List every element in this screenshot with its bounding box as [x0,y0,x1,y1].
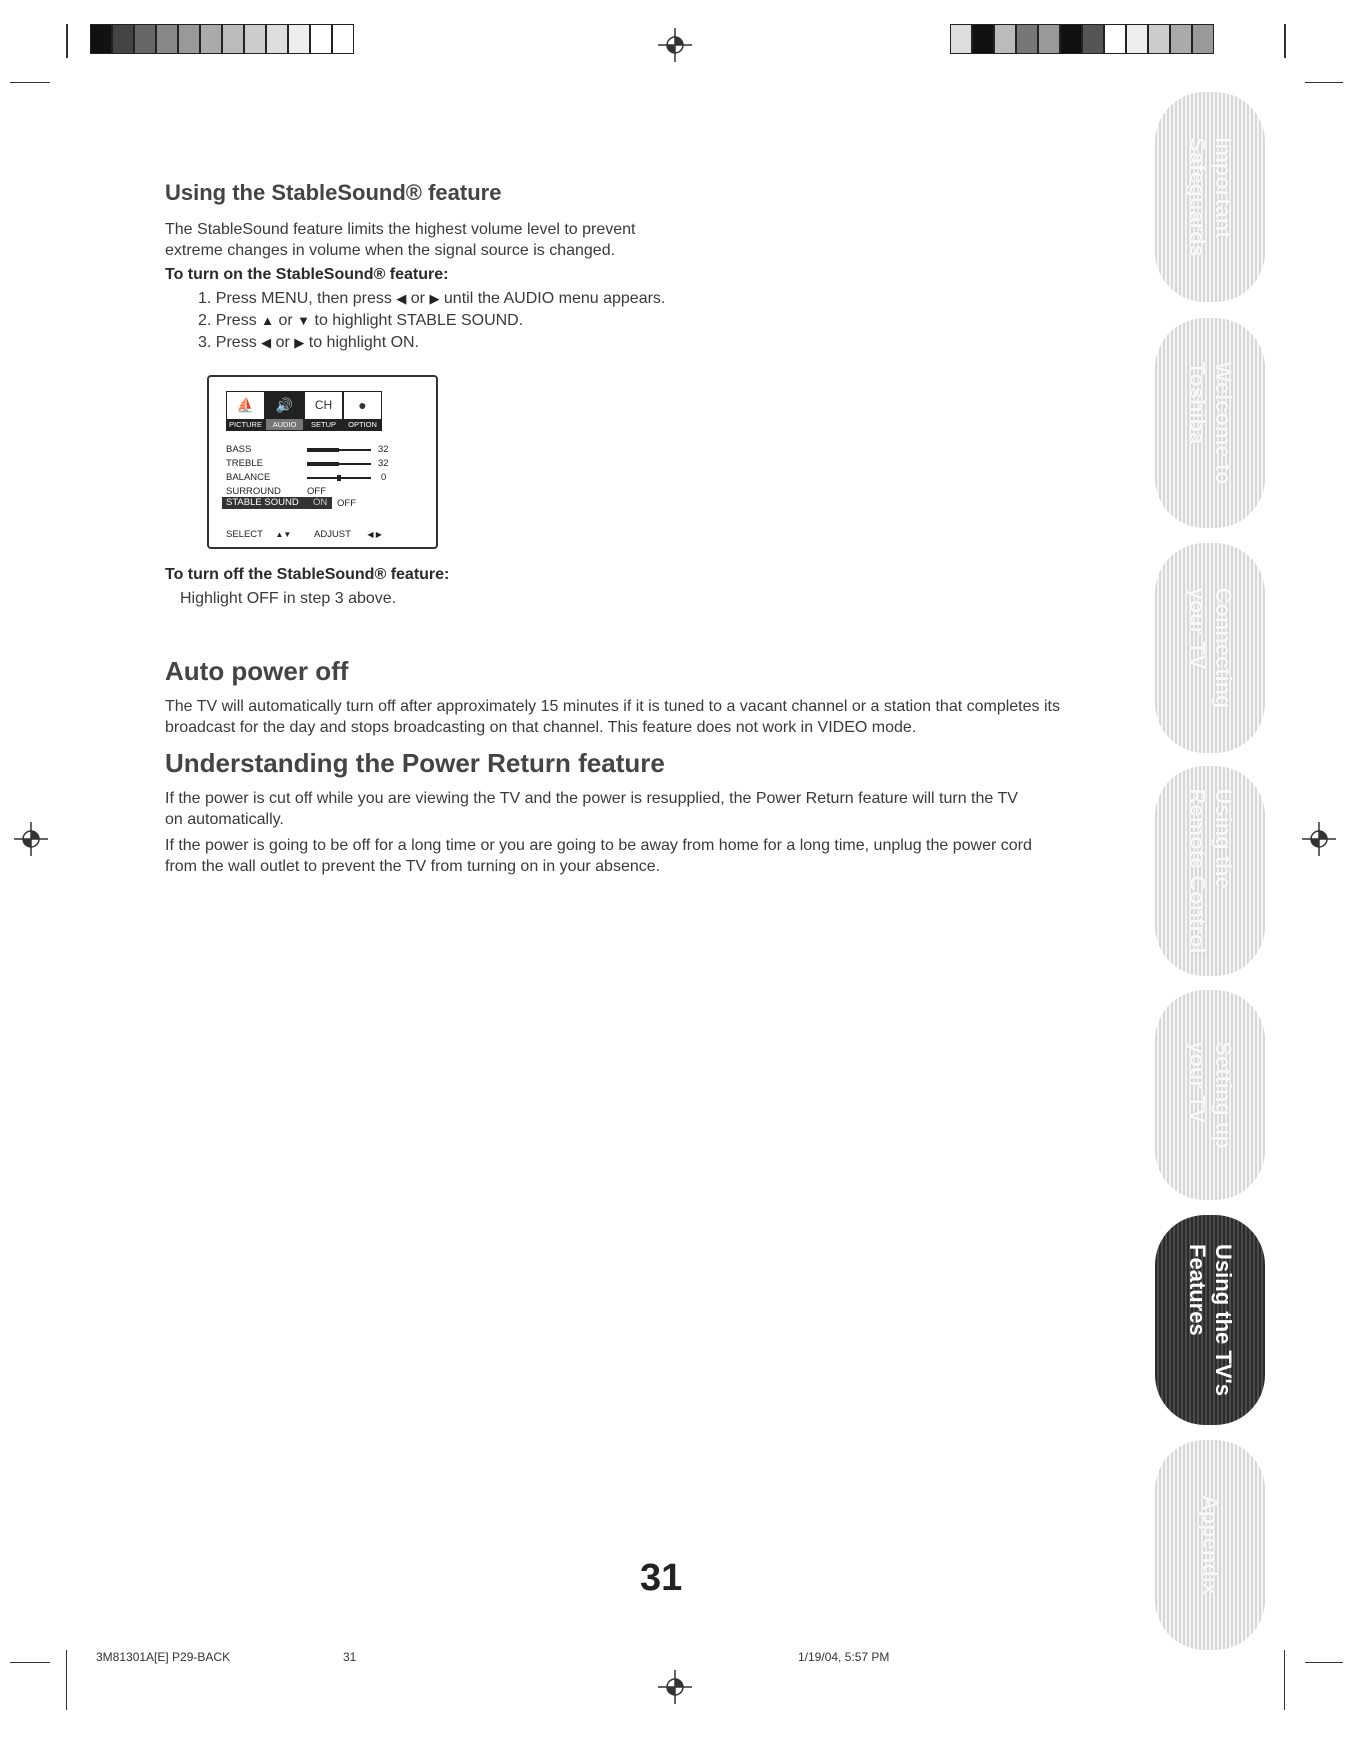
turn-on-steps [180,288,780,354]
power-return-p1-line2: on automatically. [165,811,284,828]
footer-page: 31 [343,1650,357,1664]
balance-level-marker [337,475,341,481]
menu-row-surround: SURROUND [226,486,281,497]
option-tab: ● OPTION [343,391,382,431]
auto-power-off-line2: broadcast for the day and stops broadcasting on that channel. This feature does not work in VIDEO mode. [165,719,917,736]
right-arrow-icon: ▶ [429,291,440,306]
step-1: 1. Press MENU, then press ◀ or ▶ until the AUDIO menu appears. [198,290,666,307]
registration-mark-icon [1302,822,1336,856]
picture-icon: ⛵ [236,397,255,413]
crop-mark [1305,82,1343,83]
crop-mark [66,1650,67,1710]
step-2: 2. Press ▲ or ▼ to highlight STABLE SOUND. [198,312,524,329]
power-return-p2-line2: from the wall outlet to prevent the TV from turning on in your absence. [165,858,661,875]
registration-mark-icon [14,822,48,856]
tab-welcome-to-toshiba[interactable]: Welcome to Toshiba [1155,318,1265,528]
turn-off-text: Highlight OFF in step 3 above. [180,590,397,607]
color-bar-left [90,24,354,54]
section-title-power-return: Understanding the Power Return feature [165,748,665,778]
stable-sound-on: ON [313,497,328,508]
treble-level-track [307,463,371,465]
balance-value: 0 [381,472,387,483]
stablesound-intro-line1: The StableSound feature limits the highest volume level to prevent [165,221,636,238]
bass-level-track [307,449,371,451]
left-right-arrow-icon: ◀ ▶ [367,530,382,539]
right-arrow-icon: ▶ [294,335,305,350]
tv-audio-menu-screen [207,375,438,549]
crop-mark [10,1662,50,1663]
crop-mark [66,24,68,58]
setup-tab: CH SETUP [304,391,343,431]
up-arrow-icon: ▲▼ [275,530,292,539]
adjust-hint: ADJUST ◀ ▶ [314,529,382,540]
menu-row-balance: BALANCE [226,472,271,483]
step-3: 3. Press ◀ or ▶ to highlight ON. [198,334,420,351]
tab-appendix[interactable]: Appendix [1155,1440,1265,1650]
left-arrow-icon: ◀ [396,291,407,306]
auto-power-off-line1: The TV will automatically turn off after approximately 15 minutes if it is tuned to a vacant channel or a station that completes its [165,698,1060,715]
section-title-auto-power-off: Auto power off [165,656,349,686]
crop-mark [1305,1662,1343,1663]
speaker-icon: 🔊 [275,397,294,413]
stable-sound-off: OFF [337,498,356,509]
power-return-p2-line1: If the power is going to be off for a long time or you are going to be away from home for a long time, unplug the power cord [165,837,1032,854]
page-number: 31 [640,1557,683,1599]
crop-mark [10,82,50,83]
bass-value: 32 [378,444,389,455]
footer-code: 3M81301A[E] P29-BACK [96,1650,231,1664]
option-icon: ● [358,397,367,413]
turn-off-heading: To turn off the StableSound® feature: [165,566,450,583]
treble-value: 32 [378,458,389,469]
down-arrow-icon: ▼ [297,313,311,328]
turn-on-heading: To turn on the StableSound® feature: [165,266,449,283]
tab-important-safeguards[interactable]: Important Safeguards [1155,92,1265,302]
surround-value: OFF [307,486,326,497]
section-title-stablesound: Using the StableSound® feature [165,180,502,205]
color-bar-right [950,24,1214,54]
up-arrow-icon: ▲ [261,313,275,328]
stable-sound-label: STABLE SOUND [226,497,299,508]
registration-mark-icon [658,1670,692,1704]
picture-tab: ⛵ PICTURE [226,391,265,431]
crop-mark [1284,24,1286,58]
registration-mark-icon [658,28,692,62]
left-arrow-icon: ◀ [261,335,272,350]
audio-tab: 🔊 AUDIO [265,391,304,431]
tab-setting-up-your-tv[interactable]: Setting up your TV [1155,990,1265,1200]
stablesound-intro-line2: extreme changes in volume when the signal source is changed. [165,242,616,259]
menu-icon-row [226,391,382,431]
ch-icon: CH [314,398,333,412]
select-hint: SELECT ▲▼ [226,529,292,540]
tab-using-the-remote-control[interactable]: Using the Remote Control [1155,766,1265,976]
power-return-p1-line1: If the power is cut off while you are viewing the TV and the power is resupplied, the Power Return feature will turn the TV [165,790,1018,807]
crop-mark [1284,1650,1285,1710]
menu-row-treble: TREBLE [226,458,263,469]
tab-connecting-your-tv[interactable]: Connecting your TV [1155,543,1265,753]
footer-timestamp: 1/19/04, 5:57 PM [798,1650,890,1664]
menu-row-bass: BASS [226,444,252,455]
tab-using-the-tvs-features[interactable]: Using the TV's Features [1155,1215,1265,1425]
